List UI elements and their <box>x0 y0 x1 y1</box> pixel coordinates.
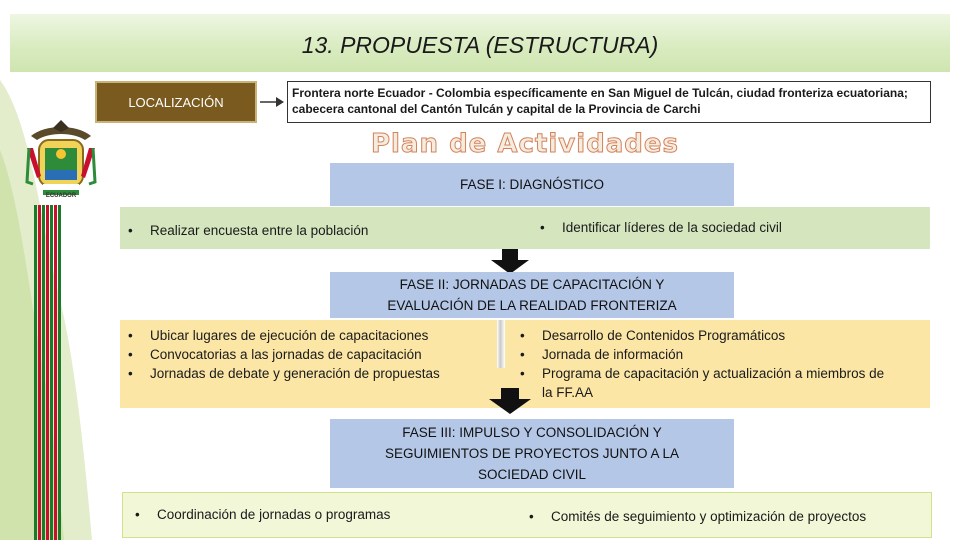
phase-1-activities <box>120 207 930 249</box>
arrow-down-icon <box>491 249 529 274</box>
phase-2-title: FASE II: JORNADAS DE CAPACITACIÓN Y EVALUACIÓN DE LA REALIDAD FRONTERIZA <box>330 272 734 318</box>
list-item: • Programa de capacitación y actualización a miembros de <box>520 366 885 381</box>
plan-title: Plan de Actividades <box>371 129 679 159</box>
ecuador-stripes <box>34 205 61 540</box>
localizacion-description: Frontera norte Ecuador - Colombia específicamente en San Miguel de Tulcán, ciudad fronteriza ecuatoriana; cabecera cantonal del Cantón Tulcán y capital de la Provincia de Carchi <box>287 81 931 123</box>
slide-title: 13. PROPUESTA (ESTRUCTURA) <box>301 32 659 58</box>
phase-1-title: FASE I: DIAGNÓSTICO <box>330 163 734 206</box>
localizacion-box <box>95 81 257 123</box>
phase-3-title: FASE III: IMPULSO Y CONSOLIDACIÓN Y SEGUIMIENTOS DE PROYECTOS JUNTO A LA SOCIEDAD CIVIL <box>330 419 734 488</box>
list-item: • Jornada de información <box>520 347 684 362</box>
list-item: • Desarrollo de Contenidos Programáticos <box>520 328 786 343</box>
phase-3-activities <box>122 492 932 538</box>
list-item-continuation: la FF.AA <box>542 385 594 400</box>
list-item: • Coordinación de jornadas o programas <box>135 507 391 522</box>
list-item: • Convocatorias a las jornadas de capacitación <box>128 347 422 362</box>
list-item: • Realizar encuesta entre la población <box>128 223 369 238</box>
logo-caption: ECUADOR <box>45 193 77 199</box>
arrow-right-icon <box>260 94 286 110</box>
localizacion-label: LOCALIZACIÓN <box>128 94 224 110</box>
list-item: • Ubicar lugares de ejecución de capacitaciones <box>128 328 429 343</box>
list-item: • Comités de seguimiento y optimización de proyectos <box>529 509 867 524</box>
column-divider <box>497 320 505 368</box>
list-item: • Jornadas de debate y generación de propuestas <box>128 366 440 381</box>
arrow-down-icon <box>489 388 531 414</box>
list-item: • Identificar líderes de la sociedad civil <box>540 220 782 235</box>
